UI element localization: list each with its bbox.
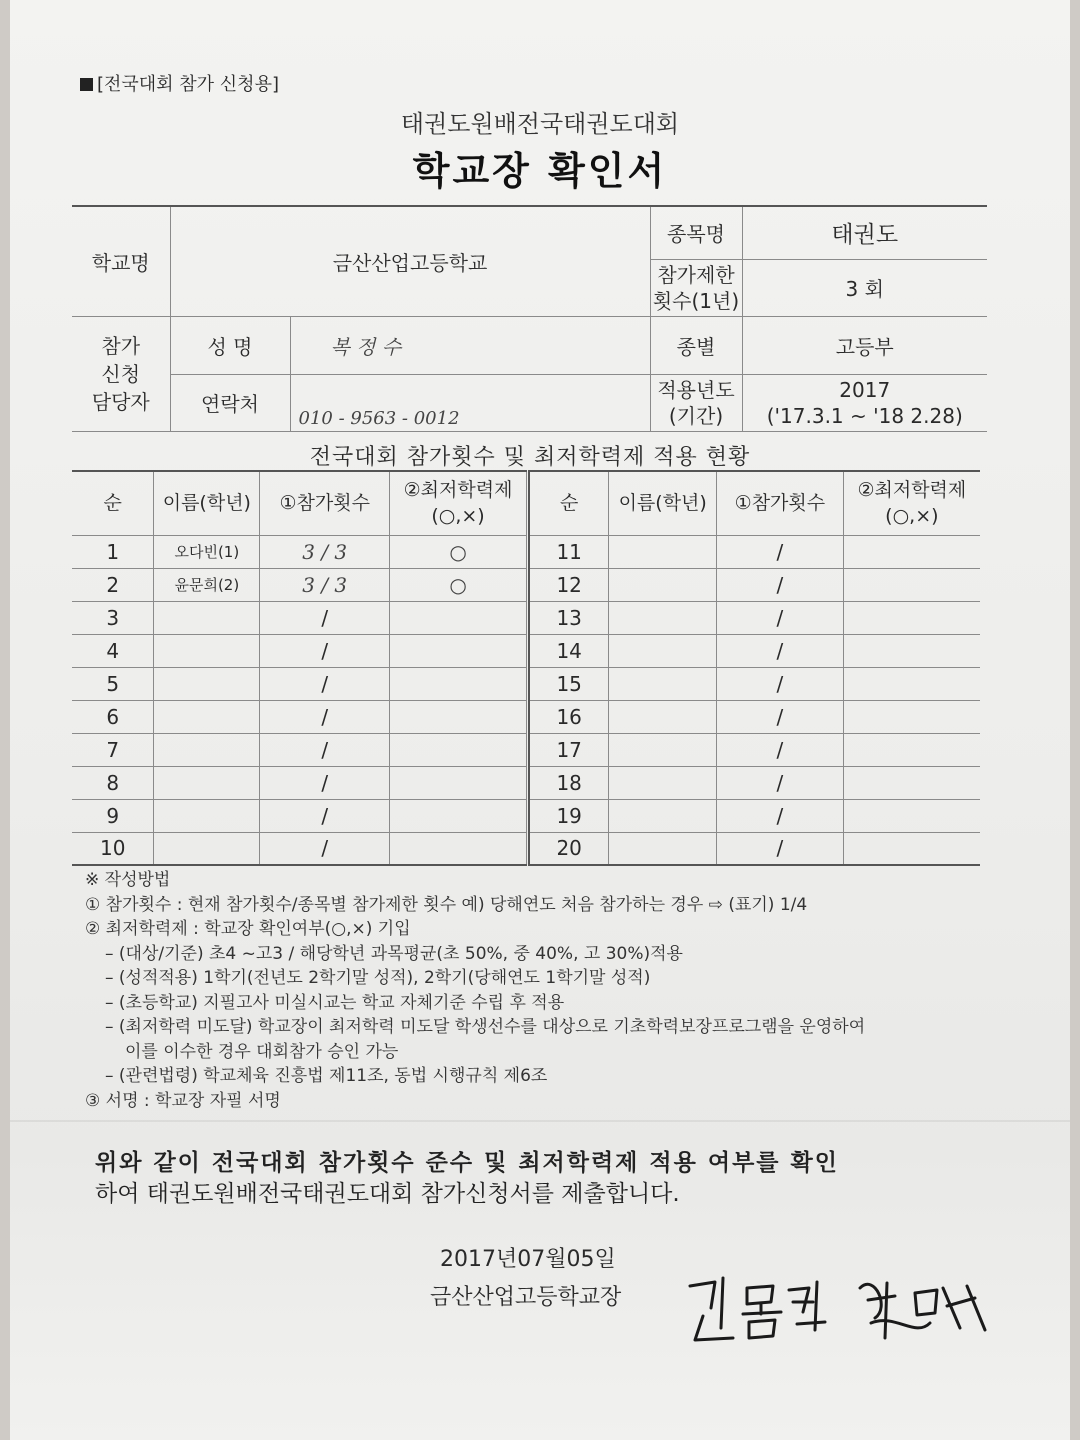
name-label: 성 명: [170, 316, 290, 374]
col-header-grade: ②최저학력제 (○,×): [390, 471, 527, 535]
year-label: 적용년도 (기간): [650, 374, 742, 431]
division-label: 종별: [650, 316, 742, 374]
col-header-grade: ②최저학력제 (○,×): [843, 471, 980, 535]
declaration-line-1: 위와 같이 전국대회 참가횟수 준수 및 최저학력제 적용 여부를 확인: [95, 1150, 839, 1176]
note-line: ※ 작성방법: [85, 870, 171, 890]
table-row: 13 /: [529, 601, 980, 634]
document-date: 2017년07월05일: [440, 1247, 616, 1272]
table-row: 15 /: [529, 667, 980, 700]
table-row: 12 /: [529, 568, 980, 601]
limit-value: 3 회: [742, 259, 987, 316]
declaration: [95, 1148, 839, 1210]
document-subtitle: 태권도원배전국태권도대회: [400, 110, 680, 138]
table-row: 20 /: [529, 832, 980, 865]
note-line: – (대상/기준) 초4 ~고3 / 해당학년 과목평균(초 50%, 중 40%, 고 30%)적용: [105, 943, 683, 964]
note-line: ① 참가횟수 : 현재 참가횟수/종목별 참가제한 횟수 예) 당해연도 처음 참가하는 경우 ⇨ (표기) 1/4: [85, 894, 808, 915]
table-row: 9 /: [72, 799, 527, 832]
note-line: – (성적적용) 1학기(전년도 2학기말 성적), 2학기(당해연도 1학기말 성적): [105, 968, 651, 988]
table-row: 16 /: [529, 700, 980, 733]
table-row: 1 오다빈(1) 3 / 3 ○: [72, 535, 527, 568]
signer-title: 금산산업고등학교장: [430, 1285, 622, 1310]
col-header-name: 이름(학년): [154, 471, 260, 535]
paper-fold-line: [10, 1120, 1070, 1122]
col-header-no: 순: [72, 471, 154, 535]
applicant-name: 복 정 수: [290, 316, 650, 374]
table-row: 18 /: [529, 766, 980, 799]
declaration-line-2: 하여 태권도원배전국태권도대회 참가신청서를 제출합니다.: [95, 1181, 680, 1207]
col-header-name: 이름(학년): [609, 471, 717, 535]
table-row: 8 /: [72, 766, 527, 799]
school-label: 학교명: [72, 206, 170, 316]
table-row: 5 /: [72, 667, 527, 700]
school-info-table: [72, 205, 987, 432]
participants-table-right: [528, 470, 980, 866]
note-line: – (초등학교) 지필고사 미실시교는 학교 자체기준 수립 후 적용: [105, 992, 565, 1013]
table-row: 10 /: [72, 832, 527, 865]
table-row: 7 /: [72, 733, 527, 766]
col-header-no: 순: [529, 471, 609, 535]
participants-table-left: [72, 470, 527, 866]
principal-signature: [685, 1268, 1005, 1348]
table-row: 3 /: [72, 601, 527, 634]
event-value: 태권도: [742, 206, 987, 259]
status-title: 전국대회 참가횟수 및 최저학력제 적용 현황: [309, 445, 751, 470]
table-row: 17 /: [529, 733, 980, 766]
note-line: – (관련법령) 학교체육 진흥법 제11조, 동법 시행규칙 제6조: [105, 1066, 548, 1086]
contact-value: 010 - 9563 - 0012: [290, 374, 650, 431]
division-value: 고등부: [742, 316, 987, 374]
event-label: 종목명: [650, 206, 742, 259]
year-value: 2017 ('17.3.1 ~ '18 2.28): [742, 374, 987, 431]
table-row: 6 /: [72, 700, 527, 733]
note-line: ③ 서명 : 학교장 자필 서명: [85, 1090, 281, 1111]
table-row: 11 /: [529, 535, 980, 568]
table-row: 2 윤문희(2) 3 / 3 ○: [72, 568, 527, 601]
document-title: 학교장 확인서: [412, 149, 668, 193]
table-row: 19 /: [529, 799, 980, 832]
table-row: 14 /: [529, 634, 980, 667]
col-header-count: ①참가횟수: [260, 471, 390, 535]
table-row: 4 /: [72, 634, 527, 667]
col-header-count: ①참가횟수: [717, 471, 844, 535]
note-line: 이를 이수한 경우 대회참가 승인 가능: [125, 1041, 399, 1062]
contact-label: 연락처: [170, 374, 290, 431]
instructions: [85, 868, 865, 1113]
note-line: ② 최저학력제 : 학교장 확인여부(○,×) 기입: [85, 919, 411, 939]
applicant-label: 참가 신청 담당자: [72, 316, 170, 431]
limit-label: 참가제한 횟수(1년): [650, 259, 742, 316]
form-kind-label: [전국대회 참가 신청용]: [80, 70, 279, 96]
note-line: – (최저학력 미도달) 학교장이 최저학력 미도달 학생선수를 대상으로 기초학력보장프로그램을 운영하여: [105, 1017, 866, 1037]
school-name: 금산산업고등학교: [170, 206, 650, 316]
